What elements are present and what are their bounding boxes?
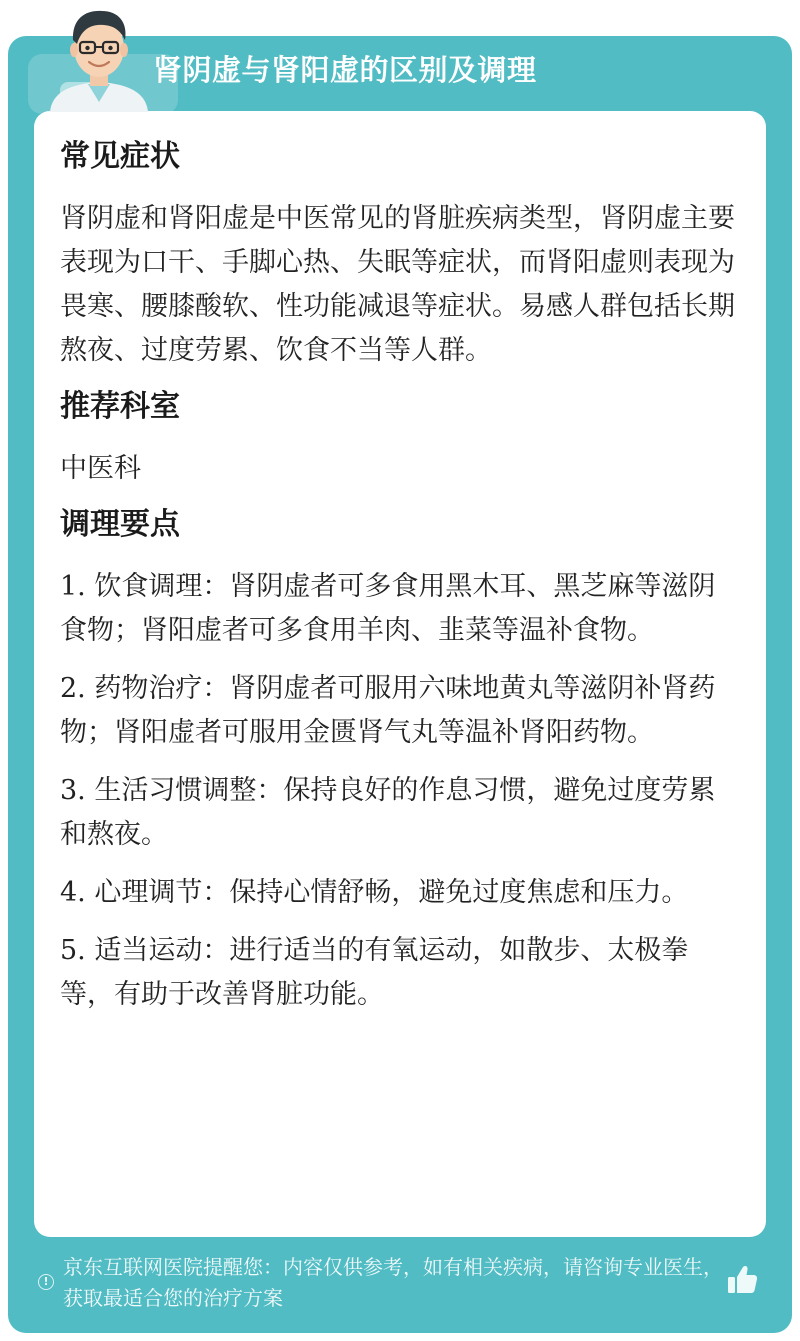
section-title-department: 推荐科室 <box>60 389 180 424</box>
department-text: 中医科 <box>60 453 141 484</box>
list-item-text: 心理调节：保持心情舒畅，避免过度焦虑和压力。 <box>94 877 689 908</box>
list-item-number: 2. <box>60 673 86 704</box>
footer <box>8 1252 792 1322</box>
list-item-number: 5. <box>60 935 86 966</box>
list-item-number: 1. <box>60 571 86 602</box>
list-item <box>60 565 740 653</box>
list-item-text: 生活习惯调整：保持良好的作息习惯，避免过度劳累和熬夜。 <box>60 775 716 850</box>
list-item-text: 药物治疗：肾阴虚者可服用六味地黄丸等滋阴补肾药物；肾阳虚者可服用金匮肾气丸等温补肾阳药物。 <box>60 673 716 748</box>
thumbs-up-icon[interactable] <box>724 1262 760 1298</box>
list-item-text: 饮食调理：肾阴虚者可多食用黑木耳、黑芝麻等滋阴食物；肾阳虚者可多食用羊肉、韭菜等温补食物。 <box>60 571 716 646</box>
disclaimer-text: 京东互联网医院提醒您：内容仅供参考，如有相关疾病，请咨询专业医生，获取最适合您的治疗方案 <box>63 1255 723 1310</box>
info-icon: ! <box>38 1274 54 1290</box>
list-item <box>60 667 740 755</box>
care-list <box>60 565 740 1017</box>
symptoms-text: 肾阴虚和肾阳虚是中医常见的肾脏疾病类型，肾阴虚主要表现为口干、手脚心热、失眠等症状，而肾阳虚则表现为畏寒、腰膝酸软、性功能减退等症状。易感人群包括长期熬夜、过度劳累、饮食不当等人群。 <box>60 203 735 366</box>
list-item <box>60 929 740 1017</box>
content-panel <box>34 111 766 1237</box>
list-item-number: 4. <box>60 877 86 908</box>
list-item-number: 3. <box>60 775 86 806</box>
list-item-text: 适当运动：进行适当的有氧运动，如散步、太极拳等，有助于改善肾脏功能。 <box>60 935 689 1010</box>
list-item <box>60 871 740 915</box>
section-title-symptoms: 常见症状 <box>60 139 180 174</box>
section-title-care: 调理要点 <box>60 507 180 542</box>
doctor-avatar-icon <box>44 0 154 112</box>
page-title: 肾阴虚与肾阳虚的区别及调理 <box>153 53 537 87</box>
list-item <box>60 769 740 857</box>
